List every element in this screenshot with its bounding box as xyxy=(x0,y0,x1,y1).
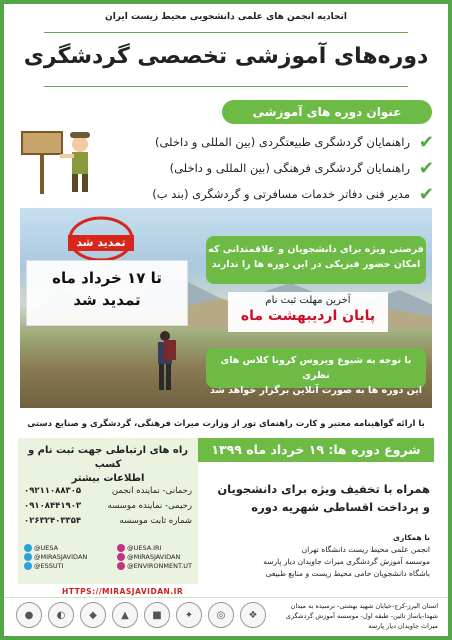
tour-guide-illustration xyxy=(18,122,106,202)
social-link[interactable]: @UESA xyxy=(34,544,59,552)
divider xyxy=(44,86,408,87)
instagram-icon xyxy=(117,553,125,561)
contact-panel xyxy=(18,438,198,584)
phone-number[interactable]: ۰۹۱۰۸۴۴۱۹۰۳ xyxy=(24,501,82,511)
hiker-figure xyxy=(150,328,180,398)
list-item: رحمانی- نماینده انجمن ۰۹۲۱۱۰۸۸۳۰۵ xyxy=(24,484,192,499)
contact-heading: راه های ارتباطی جهت ثبت نام و کسب اطلاعات بیشتر xyxy=(27,445,188,484)
telegram-icon xyxy=(24,553,32,561)
discount-note: همراه با تخفیف ویژه برای دانشجویان و پرداخت اقساطی شهریه دوره xyxy=(217,482,430,514)
collaborators: با همکاری انجمن علمی محیط زیست دانشگاه تهران موسسه آموزش گردشگری میراث جاویدان دیار پارسه باشگاه دانشجویان حامی محیط زیست و منابع طبیعی xyxy=(263,533,430,578)
logo-icon: ● xyxy=(16,602,42,628)
address: استان البرز-کرج-خیابان شهید بهشتی- نرسیده به میدان شهدا-پاساژ تائین- طبقه اول- موسسه آموزش گردشگری میراث جاویدان دیار پارسه xyxy=(285,602,438,630)
logo-icon: ◐ xyxy=(48,602,74,628)
logo-icon: ◆ xyxy=(80,602,106,628)
partner-logos xyxy=(16,602,266,628)
contact-list xyxy=(24,484,192,529)
course-list xyxy=(104,130,434,208)
check-icon: ✔ xyxy=(418,131,434,153)
deadline-box: آخرین مهلت ثبت نام پایان اردیبهشت ماه xyxy=(228,292,388,332)
opportunity-box: فرصتی ویژه برای دانشجویان و علاقمندانی که امکان حضور فیزیکی در این دوره ها را ندارند xyxy=(206,236,426,284)
logo-icon: ■ xyxy=(144,602,170,628)
list-item: شماره ثابت موسسه ۰۲۶۳۲۴۰۳۳۵۴ xyxy=(24,514,192,529)
page-title: دوره‌های آموزشی تخصصی گردشگری xyxy=(23,44,429,69)
check-icon: ✔ xyxy=(418,183,434,205)
logo-icon: ✦ xyxy=(176,602,202,628)
phone-number[interactable]: ۰۲۶۳۲۴۰۳۳۵۴ xyxy=(24,516,82,526)
telegram-handles xyxy=(24,544,87,571)
corona-notice: با توجه به شیوع ویروس کرونا کلاس های نظری این دوره ها به صورت آنلاین برگزار خواهد شد xyxy=(206,348,426,388)
social-link[interactable]: @UESA.IRI xyxy=(127,544,162,552)
stamp-label: تمدید شد xyxy=(68,235,134,251)
instagram-icon xyxy=(117,562,125,570)
logo-icon: ◎ xyxy=(208,602,234,628)
instagram-icon xyxy=(117,544,125,552)
telegram-icon xyxy=(24,544,32,552)
website-link[interactable]: HTTPS://MIRASJAVIDAN.IR xyxy=(62,587,184,596)
social-handles xyxy=(24,544,192,571)
telegram-icon xyxy=(24,562,32,570)
list-item: ✔ مدیر فنی دفاتر خدمات مسافرتی و گردشگری (بند ب) xyxy=(152,183,434,205)
social-link[interactable]: @MIRASJAVIDAN xyxy=(127,553,181,561)
extension-box: تا ۱۷ خرداد ماه تمدید شد xyxy=(26,260,188,326)
start-date-banner: شروع دوره ها: ۱۹ خرداد ماه ۱۳۹۹ xyxy=(198,438,434,462)
social-link[interactable]: @ENVIRONMENT.UT xyxy=(127,562,192,570)
check-icon: ✔ xyxy=(418,157,434,179)
org-title: اتحادیه انجمن های علمی دانشجویی محیط زیست ایران xyxy=(105,12,347,22)
social-link[interactable]: @MIRASJAVIDAN xyxy=(34,553,88,561)
list-item: ✔ راهنمایان گردشگری طبیعتگردی (بین المللی و داخلی) xyxy=(154,131,434,153)
social-link[interactable]: @ESSUTI xyxy=(34,562,64,570)
courses-heading: عنوان دوره های آموزشی xyxy=(222,100,432,124)
logo-icon: ▲ xyxy=(112,602,138,628)
logo-icon: ❖ xyxy=(240,602,266,628)
list-item: رحیمی- نماینده موسسه ۰۹۱۰۸۴۴۱۹۰۳ xyxy=(24,499,192,514)
instagram-handles xyxy=(117,544,192,571)
list-item: ✔ راهنمایان گردشگری فرهنگی (بین المللی و داخلی) xyxy=(169,157,434,179)
phone-number[interactable]: ۰۹۲۱۱۰۸۸۳۰۵ xyxy=(24,486,82,496)
certificate-note: با ارائه گواهینامه معتبر و کارت راهنمای تور از وزارت میراث فرهنگی، گردشگری و صنایع دستی xyxy=(27,419,425,429)
divider xyxy=(44,32,408,33)
